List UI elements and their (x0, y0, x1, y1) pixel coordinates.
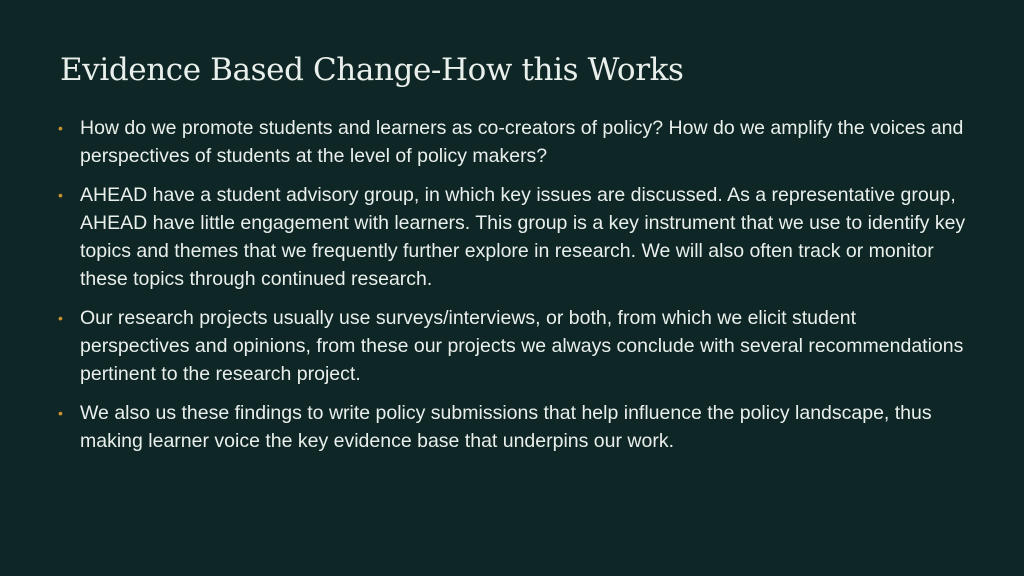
bullet-text: We also us these findings to write policy submissions that help influence the policy landscape, thus making learner voice the key evidence base that underpins our work. (80, 401, 932, 452)
bullet-text: AHEAD have a student advisory group, in which key issues are discussed. As a representative group, AHEAD have little engagement with learners. This group is a key instrument that we use to identify key topics and themes that we frequently further explore in research. We will also often track or monitor these topics through continued research. (80, 183, 966, 291)
bullet-list (58, 114, 968, 465)
bullet-text: Our research projects usually use surveys/interviews, or both, from which we elicit student perspectives and opinions, from these our projects we always conclude with several recommendations pertinent to the research project. (80, 306, 964, 386)
bullet-marker: • (58, 309, 63, 326)
bullet-marker: • (58, 186, 63, 203)
bullet-item (58, 181, 968, 294)
bullet-item (58, 399, 968, 456)
slide-title: Evidence Based Change-How this Works (60, 52, 684, 88)
bullet-item (58, 114, 968, 171)
bullet-item (58, 304, 968, 389)
bullet-text: How do we promote students and learners as co-creators of policy? How do we amplify the voices and perspectives of students at the level of policy makers? (80, 117, 964, 168)
bullet-marker: • (58, 120, 63, 136)
bullet-marker: • (58, 404, 63, 421)
